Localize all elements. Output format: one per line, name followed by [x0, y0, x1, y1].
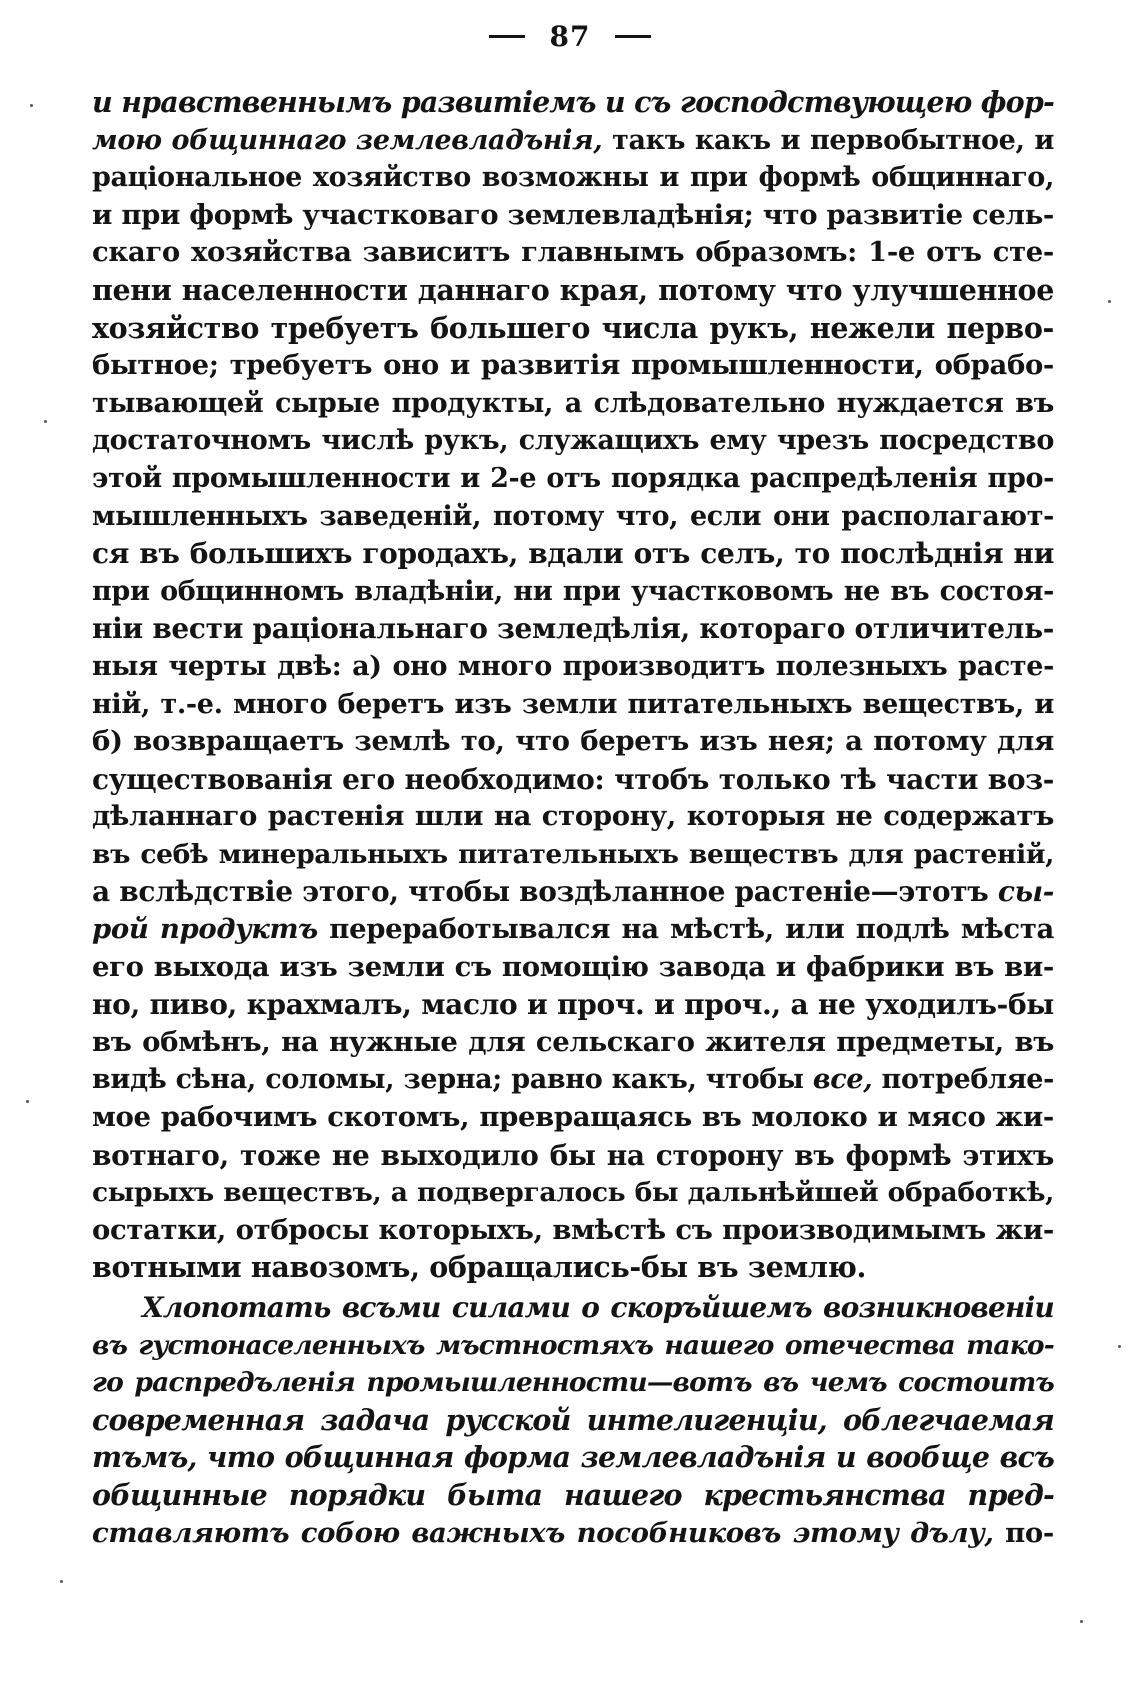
text-segment: ній, т.-е. много беретъ изъ земли питательныхъ веществъ, и: [92, 688, 1054, 720]
text-segment: въ себѣ минеральныхъ питательныхъ веществъ для растеній,: [92, 838, 1054, 870]
text-line: [92, 535, 1054, 573]
scan-speck: [60, 1580, 63, 1583]
text-segment: ныя черты двѣ: а) оно много производитъ полезныхъ расте-: [92, 650, 1054, 682]
scan-speck: [30, 104, 33, 107]
text-line: [92, 1137, 1054, 1175]
text-line: [92, 610, 1054, 648]
text-line: [92, 197, 1054, 235]
text-line: [92, 385, 1054, 423]
text-line: [92, 648, 1054, 686]
text-line: [92, 460, 1054, 498]
text-line: [92, 1099, 1054, 1137]
text-segment: потребляе-: [872, 1064, 1054, 1096]
text-line: [92, 1061, 1054, 1099]
text-segment: сырыхъ веществъ, а подвергалось бы дальнѣйшей обработкѣ,: [92, 1177, 1054, 1209]
text-line: [92, 1174, 1054, 1212]
text-line: [92, 873, 1054, 911]
text-segment: видѣ сѣна, соломы, зерна; равно какъ, чтобы: [92, 1064, 813, 1096]
text-segment: мое рабочимъ скотомъ, превращаясь въ молоко и мясо жи-: [92, 1101, 1054, 1134]
text-line: [92, 498, 1054, 536]
text-line: [92, 234, 1054, 272]
text-line: [92, 1289, 1054, 1327]
italic-text-segment: все,: [812, 1064, 873, 1096]
header-dash-left: [489, 35, 525, 38]
italic-text-segment: тъмъ, что общинная форма землевладънія и вообще всъ: [92, 1440, 1054, 1475]
text-segment: вотными навозомъ, обращались-бы въ землю.: [92, 1250, 867, 1285]
text-segment: достаточномъ числѣ рукъ, служащихъ ему чрезъ посредство: [92, 425, 1054, 457]
body-text: [92, 84, 1054, 1552]
page-number: 87: [549, 20, 591, 53]
scan-speck: [1118, 1345, 1121, 1348]
italic-text-segment: современная задача русской интелигенціи, облегчаемая: [92, 1402, 1054, 1437]
text-line: [92, 84, 1054, 122]
text-segment: ніи вести раціональнаго земледѣлія, котораго отличитель-: [92, 612, 1054, 646]
text-segment: мышленныхъ заведеній, потому что, если они располагают-: [92, 500, 1054, 532]
text-segment: ся въ большихъ городахъ, вдали отъ селъ, то послѣднія ни: [92, 537, 1054, 571]
text-line: [92, 1212, 1054, 1250]
text-segment: его выхода изъ земли съ помощію завода и фабрики въ ви-: [92, 950, 1054, 983]
scan-speck: [1108, 300, 1111, 303]
text-line: [92, 723, 1054, 761]
italic-text-segment: и нравственнымъ развитіемъ и съ господствующею фор-: [92, 85, 1054, 119]
text-line: [92, 122, 1054, 160]
text-line: [92, 1402, 1054, 1440]
text-segment: тывающей сырые продукты, а слѣдовательно нуждается въ: [92, 387, 1054, 419]
page-header: [0, 18, 1140, 53]
text-line: [92, 159, 1054, 197]
text-line: [92, 1364, 1054, 1402]
text-line: [92, 798, 1054, 836]
text-segment: этой промышленности и 2-е отъ порядка распредѣленія про-: [92, 462, 1054, 494]
text-segment: переработывался на мѣстѣ, или подлѣ мѣста: [317, 913, 1054, 946]
text-line: [92, 272, 1054, 310]
header-dash-right: [615, 35, 651, 38]
text-segment: пени населенности даннаго края, потому что улучшенное: [92, 272, 1054, 307]
text-segment: раціональное хозяйство возможны и при формѣ общиннаго,: [92, 162, 1054, 194]
text-line: [92, 911, 1054, 949]
text-line: [92, 761, 1054, 799]
text-segment: вотнаго, тоже не выходило бы на сторону въ формѣ этихъ: [92, 1138, 1054, 1172]
italic-text-segment: сы-: [997, 875, 1054, 909]
text-line: [92, 1477, 1054, 1515]
italic-text-segment: Хлопотать всъми силами о скоръйшемъ возникновеніи: [142, 1291, 1054, 1324]
text-line: [92, 686, 1054, 724]
text-segment: въ обмѣнъ, на нужные для сельскаго жителя предметы, въ: [92, 1025, 1054, 1058]
text-segment: такъ какъ и первобытное, и: [602, 124, 1055, 156]
text-line: [92, 986, 1054, 1024]
scan-speck: [26, 1100, 29, 1103]
text-line: [92, 347, 1054, 385]
text-line: [92, 836, 1054, 874]
text-segment: хозяйство требуетъ большего числа рукъ, нежели перво-: [92, 310, 1054, 345]
text-line: [92, 1515, 1054, 1553]
text-segment: б) возвращаетъ землѣ то, что беретъ изъ нея; а потому для: [92, 725, 1054, 758]
text-segment: по-: [993, 1516, 1054, 1549]
text-line: [92, 1249, 1054, 1287]
italic-text-segment: рой продуктъ: [92, 913, 318, 946]
text-line: [92, 1024, 1054, 1062]
text-line: [92, 573, 1054, 611]
italic-text-segment: ставляютъ собою важныхъ пособниковъ этому дълу,: [92, 1516, 994, 1549]
text-line: [92, 1327, 1054, 1365]
text-segment: скаго хозяйства зависитъ главнымъ образомъ: 1-е отъ сте-: [92, 236, 1054, 269]
text-line: [92, 310, 1054, 348]
text-segment: остатки, отбросы которыхъ, вмѣстѣ съ производимымъ жи-: [92, 1213, 1054, 1246]
italic-text-segment: въ густонаселенныхъ мъстностяхъ нашего отечества тако-: [92, 1329, 1054, 1361]
scan-speck: [1080, 1620, 1083, 1623]
scan-speck: [44, 420, 47, 423]
text-line: [92, 1439, 1054, 1477]
text-segment: при общинномъ владѣніи, ни при участковомъ не въ состоя-: [92, 575, 1054, 607]
text-segment: а вслѣдствіе этого, чтобы воздѣланное растеніе—этотъ: [92, 875, 998, 909]
text-segment: существованія его необходимо: чтобъ только тѣ части воз-: [92, 762, 1054, 796]
italic-text-segment: мою общиннаго землевладънія,: [92, 124, 603, 156]
text-segment: и при формѣ участковаго землевладѣнія; что развитіе сель-: [92, 198, 1054, 231]
text-line: [92, 422, 1054, 460]
text-segment: бытное; требуетъ оно и развитія промышленности, обрабо-: [92, 349, 1054, 382]
text-line: [92, 949, 1054, 987]
text-segment: но, пиво, крахмалъ, масло и проч. и проч., а не уходилъ-бы: [92, 988, 1054, 1022]
text-segment: дѣланнаго растенія шли на сторону, которыя не содержатъ: [92, 800, 1054, 833]
italic-text-segment: го распредъленія промышленности—вотъ въ чемъ состоитъ: [92, 1367, 1054, 1399]
italic-text-segment: общинные порядки быта нашего крестьянства пред-: [92, 1477, 1054, 1512]
